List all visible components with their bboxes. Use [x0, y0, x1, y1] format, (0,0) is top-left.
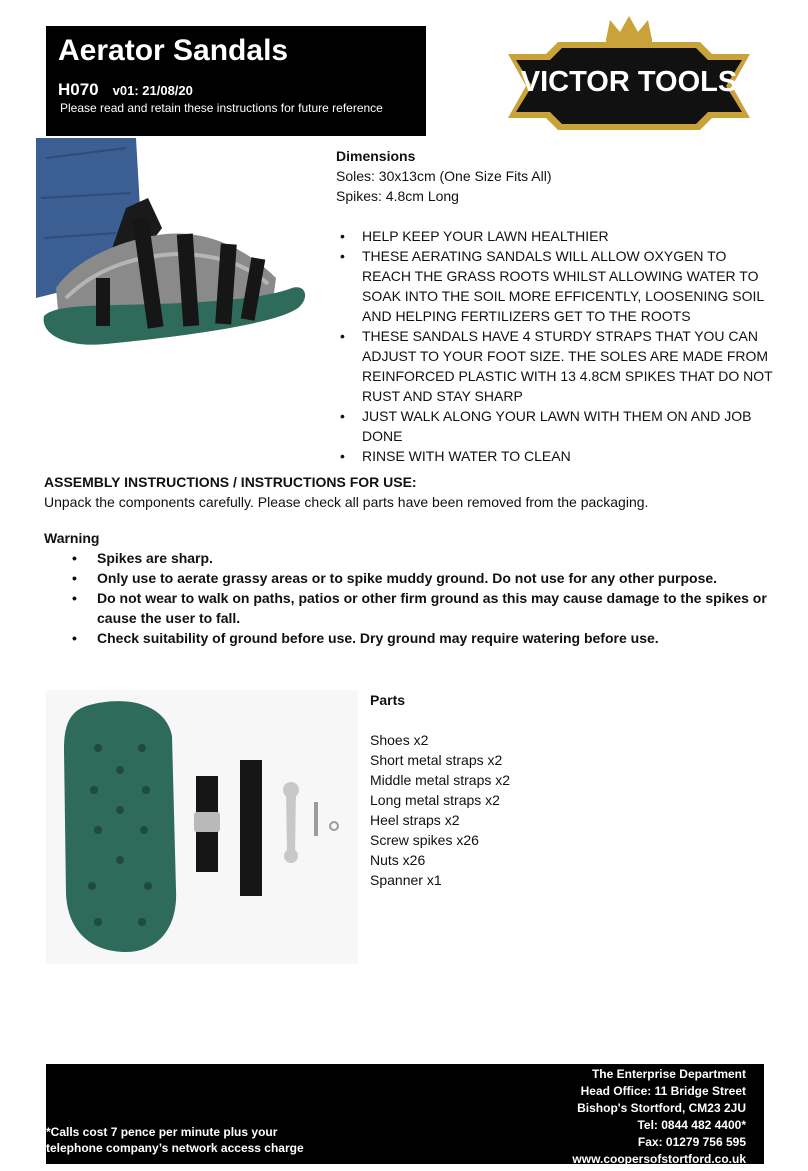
parts-item: Middle metal straps x2: [370, 772, 511, 788]
spikes-size: Spikes: 4.8cm Long: [336, 188, 459, 204]
feature-item: • THESE AERATING SANDALS WILL ALLOW OXYGEN TO REACH THE GRASS ROOTS WHILST ALLOWING WATER TO SOAK INTO THE SOIL MORE EFFICENTLY, LOOSENING SOIL AND HELPING FERTILIZERS GET TO THE ROOTS: [336, 246, 776, 326]
call-cost-line-2: telephone company’s network access charge: [46, 1141, 304, 1155]
call-cost-line-1: *Calls cost 7 pence per minute plus your: [46, 1125, 278, 1139]
crown-icon: [606, 16, 652, 43]
feature-item: • HELP KEEP YOUR LAWN HEALTHIER: [336, 226, 776, 246]
parts-item: Long metal straps x2: [370, 792, 500, 808]
feature-item: • THESE SANDALS HAVE 4 STURDY STRAPS THAT YOU CAN ADJUST TO YOUR FOOT SIZE. THE SOLES ARE MADE FROM REINFORCED PLASTIC WITH 13 4.8CM SPIKES THAT DO NOT RUST AND STAY SHARP: [336, 326, 776, 406]
assembly-text: Unpack the components carefully. Please check all parts have been removed from the packaging.: [44, 494, 649, 510]
dimensions-heading: Dimensions: [336, 148, 416, 164]
telephone: Tel: 0844 482 4400*: [637, 1118, 746, 1132]
version: v01: 21/08/20: [112, 83, 193, 98]
parts-item: Screw spikes x26: [370, 832, 479, 848]
footer-bar: [46, 1064, 764, 1164]
warning-heading: Warning: [44, 530, 100, 546]
retain-note: Please read and retain these instructions for future reference: [60, 101, 383, 115]
title-block: [46, 26, 426, 136]
warning-item: • Do not wear to walk on paths, patios or other firm ground as this may cause damage to the spikes or cause the user to fall.: [44, 588, 774, 628]
assembly-section: [44, 472, 774, 512]
contact-address: [572, 1066, 746, 1168]
feature-item: • JUST WALK ALONG YOUR LAWN WITH THEM ON AND JOB DONE: [336, 406, 776, 446]
dimensions-section: [336, 146, 776, 466]
product-code: H070: [58, 80, 99, 99]
warning-item: • Check suitability of ground before use. Dry ground may require watering before use.: [44, 628, 774, 648]
warning-item: • Only use to aerate grassy areas or to spike muddy ground. Do not use for any other purpose.: [44, 568, 774, 588]
website: www.coopersofstortford.co.uk: [572, 1152, 746, 1166]
sandal-on-foot-photo: [36, 138, 328, 366]
parts-item: Shoes x2: [370, 732, 429, 748]
parts-item: Spanner x1: [370, 872, 442, 888]
feature-list: [336, 226, 776, 466]
head-office: Head Office: 11 Bridge Street: [580, 1084, 746, 1098]
parts-item: Short metal straps x2: [370, 752, 503, 768]
feature-item: • RINSE WITH WATER TO CLEAN: [336, 446, 776, 466]
town: Bishop's Stortford, CM23 2JU: [577, 1101, 746, 1115]
logo-text: VICTOR TOOLS: [520, 66, 738, 98]
victor-tools-logo: [506, 14, 752, 132]
parts-item: Nuts x26: [370, 852, 426, 868]
document-title: Aerator Sandals: [58, 34, 289, 67]
product-code-line: [58, 80, 193, 100]
fax: Fax: 01279 756 595: [637, 1135, 746, 1149]
warning-item: • Spikes are sharp.: [44, 548, 774, 568]
call-cost-note: [46, 1124, 304, 1156]
warning-section: [44, 528, 774, 648]
warning-list: [44, 548, 774, 648]
parts-photo: [46, 690, 358, 964]
soles-size: Soles: 30x13cm (One Size Fits All): [336, 168, 552, 184]
department: The Enterprise Department: [591, 1067, 746, 1081]
parts-heading: Parts: [370, 692, 406, 708]
parts-item: Heel straps x2: [370, 812, 460, 828]
parts-section: [370, 690, 730, 890]
assembly-heading: ASSEMBLY INSTRUCTIONS / INSTRUCTIONS FOR USE:: [44, 474, 417, 490]
